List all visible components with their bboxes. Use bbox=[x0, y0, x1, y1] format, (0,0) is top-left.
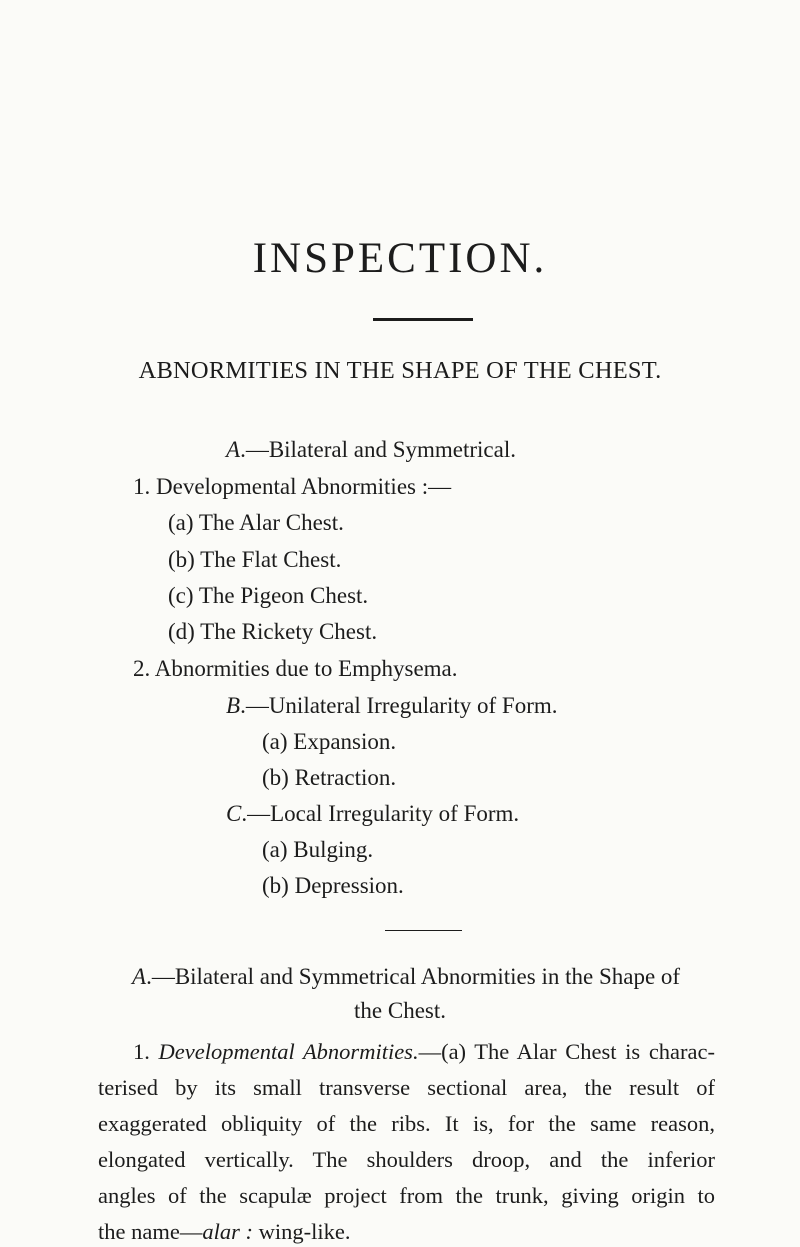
outline-c-sub-item bbox=[262, 835, 373, 865]
outline-b-letter: B bbox=[226, 693, 241, 718]
outline-c-heading bbox=[226, 799, 519, 829]
outline-a-letter: A bbox=[226, 437, 241, 462]
outline-c-text: .—Local Irregularity of Form. bbox=[241, 801, 520, 826]
section-title bbox=[132, 962, 680, 992]
sub-label: (d) bbox=[168, 619, 195, 644]
outline-a-sub-item bbox=[168, 545, 341, 575]
sub-label: (b) bbox=[168, 547, 195, 572]
paragraph-line: exaggerated obliquity of the ribs. It is, for the same reason, bbox=[98, 1111, 715, 1136]
outline-a-item-1: 1. Developmental Abnormities :— bbox=[133, 474, 452, 499]
last-line-prefix: the name— bbox=[98, 1219, 203, 1244]
sub-text: The Rickety Chest. bbox=[200, 619, 378, 644]
outline-b-sub-item bbox=[262, 727, 396, 757]
outline-c-letter: C bbox=[226, 801, 242, 826]
title-rule bbox=[373, 318, 473, 321]
sub-text: Retraction. bbox=[294, 765, 397, 790]
para-heading: Developmental Abnormities. bbox=[158, 1039, 419, 1064]
chapter-heading: ABNORMITIES IN THE SHAPE OF THE CHEST. bbox=[138, 357, 662, 384]
paragraph-line: 1. Developmental Abnormities.—(a) The Alar Chest is charac- bbox=[133, 1039, 715, 1064]
paragraph-line-text: The Alar Chest is charac- bbox=[474, 1039, 715, 1064]
page-title: INSPECTION. bbox=[252, 235, 548, 282]
sub-text: Bulging. bbox=[293, 837, 374, 862]
section-title-line-1: .—Bilateral and Symmetrical Abnormities in the Shape of bbox=[146, 964, 681, 989]
outline-b-sub-item bbox=[262, 763, 396, 793]
outline-a-sub-item bbox=[168, 508, 344, 538]
sub-text: The Flat Chest. bbox=[200, 547, 342, 572]
paragraph-line: angles of the scapulæ project from the trunk, giving origin to bbox=[98, 1183, 715, 1208]
sub-text: The Pigeon Chest. bbox=[198, 583, 369, 608]
sub-label: (a) bbox=[262, 729, 288, 754]
outline-a-sub-item bbox=[168, 617, 377, 647]
sub-label: (c) bbox=[168, 583, 194, 608]
outline-a-text: .—Bilateral and Symmetrical. bbox=[240, 437, 516, 462]
section-divider bbox=[385, 930, 462, 931]
sub-text: Expansion. bbox=[293, 729, 397, 754]
last-line-italic: alar : bbox=[202, 1219, 253, 1244]
outline-a-sub-item bbox=[168, 581, 368, 611]
last-line-suffix: wing-like. bbox=[258, 1219, 351, 1244]
para-sub-label: (a) bbox=[441, 1039, 467, 1064]
outline-b-text: .—Unilateral Irregularity of Form. bbox=[240, 693, 558, 718]
outline-b-heading bbox=[226, 691, 558, 721]
sub-label: (a) bbox=[168, 510, 194, 535]
paragraph-last-line bbox=[98, 1217, 715, 1247]
sub-text: The Alar Chest. bbox=[198, 510, 344, 535]
sub-label: (a) bbox=[262, 837, 288, 862]
sub-text: Depression. bbox=[294, 873, 404, 898]
sub-label: (b) bbox=[262, 873, 289, 898]
paragraph-line: elongated vertically. The shoulders droop, and the inferior bbox=[98, 1147, 715, 1172]
section-title-line-2: the Chest. bbox=[354, 998, 446, 1023]
outline-a-item-2: 2. Abnormities due to Emphysema. bbox=[133, 656, 458, 681]
section-letter: A bbox=[132, 964, 147, 989]
sub-label: (b) bbox=[262, 765, 289, 790]
paragraph-line: terised by its small transverse sectional area, the result of bbox=[98, 1075, 715, 1100]
para-number: 1. bbox=[133, 1039, 150, 1064]
outline-c-sub-item bbox=[262, 871, 404, 901]
outline-a-heading bbox=[226, 435, 516, 465]
